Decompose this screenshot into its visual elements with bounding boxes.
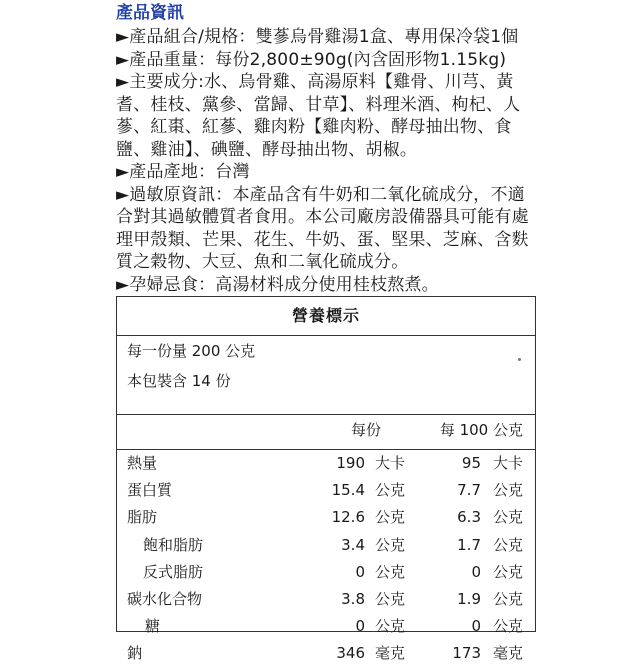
product-info-title: 產品資訊 (116, 3, 184, 23)
info-line-ingredients-2: 耆、桂枝、黨參、當歸、甘草】、料理米酒、枸杞、人 (116, 94, 521, 115)
nutrient-row-saturated-fat (117, 532, 535, 559)
unit-per-serving: 公克 (375, 589, 406, 608)
info-line-allergen-1: ►過敏原資訊：本產品含有牛奶和二氧化硫成分，不適 (116, 184, 525, 205)
product-info (116, 0, 636, 296)
value-per-100g: 173 (452, 644, 481, 663)
unit-per-serving: 公克 (375, 481, 406, 500)
value-per-100g: 0 (471, 617, 481, 636)
unit-per-serving: 公克 (375, 617, 406, 636)
info-line-allergen-3: 理甲殼類、芒果、花生、牛奶、蛋、堅果、芝麻、含麩 (116, 229, 529, 250)
info-line-allergen-4: 質之穀物、大豆、魚和二氧化硫成分。 (116, 252, 409, 272)
value-per-serving: 0 (355, 617, 365, 636)
nutrient-name: 熱量 (127, 454, 158, 472)
unit-per-100g: 毫克 (493, 644, 524, 663)
value-per-serving: 3.4 (341, 535, 365, 554)
value-per-100g: 1.7 (457, 535, 481, 554)
info-line-ingredients-3: 蔘、紅棗、紅蔘、雞肉粉【雞肉粉、酵母抽出物、食 (116, 117, 512, 137)
value-per-100g: 95 (461, 454, 481, 472)
nutrient-name: 飽和脂肪 (143, 535, 204, 554)
nutrient-row-sugar (117, 613, 535, 640)
value-per-100g: 0 (471, 562, 481, 581)
serving-section (117, 336, 535, 415)
nutrient-name: 脂肪 (127, 508, 158, 527)
value-per-serving: 12.6 (331, 508, 365, 527)
value-per-serving: 3.8 (341, 589, 365, 608)
info-line-pregnancy: ►孕婦忌食：高湯材料成分使用桂枝熬煮。 (116, 274, 439, 295)
header-per-serving: 每份 (350, 421, 381, 439)
nutrition-facts-table (116, 296, 536, 663)
unit-per-serving: 公克 (375, 508, 406, 527)
value-per-100g: 7.7 (457, 481, 481, 500)
nutrient-name: 蛋白質 (127, 481, 173, 500)
nutrient-rows (117, 450, 535, 668)
info-line-ingredients-1: ►主要成分:水、烏骨雞、高湯原料【雞骨、川芎、黃 (116, 72, 514, 92)
nutrient-name: 反式脂肪 (143, 562, 204, 581)
unit-per-serving: 公克 (375, 535, 406, 554)
unit-per-100g: 公克 (493, 535, 524, 554)
unit-per-serving: 大卡 (375, 454, 406, 472)
unit-per-100g: 大卡 (493, 454, 524, 472)
unit-per-100g: 公克 (493, 617, 524, 636)
serving-size: 每一份量 200 公克 (127, 342, 256, 360)
value-per-serving: 15.4 (331, 481, 365, 500)
nutrient-name: 鈉 (127, 644, 143, 663)
value-per-serving: 346 (336, 644, 365, 663)
unit-per-100g: 公克 (493, 481, 524, 500)
unit-per-serving: 毫克 (375, 644, 406, 663)
value-per-100g: 1.9 (457, 589, 481, 608)
nutrient-name: 碳水化合物 (127, 589, 203, 608)
nutrient-row-sodium (117, 640, 535, 667)
nutrient-row-carbohydrate (117, 586, 535, 613)
decorative-dot (518, 358, 521, 361)
value-per-serving: 0 (355, 562, 365, 581)
info-line-composition: ►產品組合/規格：雙蔘烏骨雞湯1盒、專用保冷袋1個 (116, 27, 519, 47)
nutrient-row-trans-fat (117, 559, 535, 586)
value-per-serving: 190 (336, 454, 365, 472)
nutrient-row-protein (117, 477, 535, 504)
unit-per-serving: 公克 (375, 562, 406, 581)
nutrient-row-calories (117, 450, 535, 477)
info-line-weight: ►產品重量：每份2,800±90g(內含固形物1.15kg) (116, 49, 507, 70)
unit-per-100g: 公克 (493, 589, 524, 608)
nutrient-name: 糖 (145, 617, 161, 636)
nutrient-row-fat (117, 504, 535, 531)
info-line-allergen-2: 合對其過敏體質者食用。本公司廠房設備器具可能有處 (116, 207, 529, 227)
unit-per-100g: 公克 (493, 508, 524, 527)
header-per-100g: 每 100 公克 (439, 421, 523, 439)
info-line-origin: ►產品產地：台灣 (116, 162, 250, 182)
column-header (117, 415, 535, 450)
unit-per-100g: 公克 (493, 562, 524, 581)
nutrition-title: 營養標示 (117, 297, 535, 336)
value-per-100g: 6.3 (457, 508, 481, 527)
info-line-ingredients-4: 鹽、雞油】、碘鹽、酵母抽出物、胡椒。 (116, 139, 418, 160)
servings-per-package: 本包裝含 14 份 (127, 372, 231, 390)
